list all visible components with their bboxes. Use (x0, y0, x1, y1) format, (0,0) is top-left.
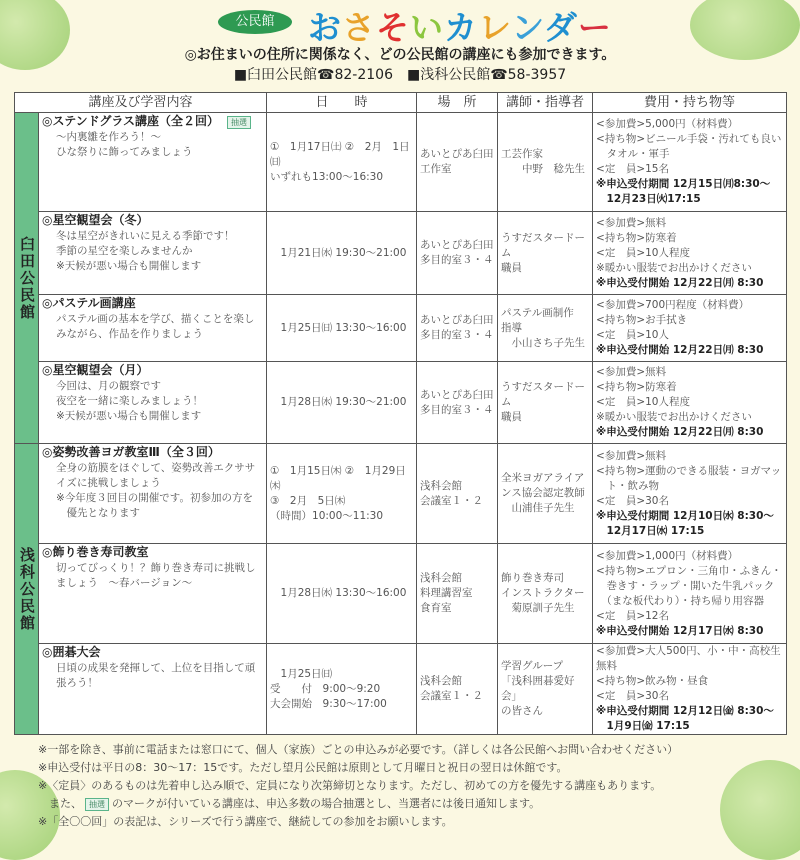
column-header: 費用・持ち物等 (593, 93, 787, 113)
fees-cell (593, 295, 787, 362)
fees-info: <参加費>700円程度（材料費） <持ち物>お手拭き <定 員>10人 (596, 299, 750, 341)
course-description: 日頃の成果を発揮して、上位を目指して頑 張ろう！ (56, 662, 256, 689)
title-char: ダ (543, 8, 578, 47)
datetime-cell: 1月28日㈬ 19:30～21:00 (267, 362, 417, 444)
fees-info: <参加費>1,000円（材料費） <持ち物>エプロン・三角巾・ふきん・ 巻きす・ラップ・開いた牛乳パック （まな板代わり）・持ち帰り用容器 <定 員>12名 (596, 549, 782, 622)
fees-cell (593, 644, 787, 735)
application-period: ※申込受付開始 12月22日㈪ 8:30 (596, 344, 764, 356)
place-cell: あいとぴあ臼田 多目的室３・４ (417, 295, 498, 362)
title-char: ン (511, 8, 544, 47)
application-period: ※申込受付開始 12月17日㈬ 8:30 (596, 624, 764, 637)
place-cell: あいとぴあ臼田 工作室 (417, 113, 498, 212)
section-label: 浅科公民館 (15, 444, 39, 735)
course-cell (39, 444, 267, 544)
title-char: レ (478, 8, 512, 47)
column-header: 講座及び学習内容 (15, 93, 267, 113)
course-description: 切ってびっくり！？飾り巻き寿司に挑戦し ましょう ～春バージョン～ (56, 562, 256, 589)
lottery-icon: 抽選 (227, 116, 251, 129)
course-cell (39, 113, 267, 212)
lecturer-cell: 学習グループ 「浅科囲碁愛好会」 の皆さん (498, 644, 593, 735)
datetime-cell: 1月25日㈰ 受 付 9:00～9:20 大会開始 9:30～17:00 (267, 644, 417, 735)
column-header: 場 所 (417, 93, 498, 113)
note: のマークが付いている講座は、申込多数の場合抽選とし、当選者には後日通知します。 (112, 797, 541, 810)
fees-cell (593, 212, 787, 295)
lecturer-cell: うすだスタードーム 職員 (498, 212, 593, 295)
title-char: ー (577, 8, 612, 47)
place-cell: 浅科会館 料理講習室 食育室 (417, 544, 498, 644)
course-description: 今回は、月の観察です 夜空を一緒に楽しみましょう！ ※天候が悪い場合も開催します (56, 380, 203, 422)
column-header: 講師・指導者 (498, 93, 593, 113)
title-char: そ (376, 8, 410, 47)
course-table (14, 92, 787, 735)
table-row (15, 444, 787, 544)
place-cell: あいとぴあ臼田 多目的室３・４ (417, 362, 498, 444)
fees-info: <参加費>大人500円、小・中・高校生無料 <持ち物>飲み物・昼食 <定 員>30名 (596, 645, 781, 702)
place-cell: 浅科会館 会議室１・２ (417, 444, 498, 544)
table-row (15, 644, 787, 735)
datetime-cell: 1月21日㈬ 19:30～21:00 (267, 212, 417, 295)
note: また、 (38, 797, 82, 810)
kominkan-badge: 公民館 (218, 10, 292, 34)
course-cell (39, 362, 267, 444)
course-description: 冬は星空がきれいに見える季節です！ 季節の星空を楽しみませんか ※天候が悪い場合も開催します (56, 230, 235, 272)
note: ※一部を除き、事前に電話または窓口にて、個人（家族）ごとの申込みが必要です。（詳しくは各公民館へお問い合わせください） (38, 743, 679, 756)
title-char: お (308, 8, 342, 47)
table-row (15, 212, 787, 295)
place-cell: 浅科会館 会議室１・２ (417, 644, 498, 735)
title-char: さ (342, 8, 376, 47)
lecturer-cell: 全米ヨガアライア ンス協会認定教師 山浦佳子先生 (498, 444, 593, 544)
lottery-icon: 抽選 (85, 798, 109, 811)
course-name: ◎星空観望会（冬） (42, 213, 149, 227)
table-row (15, 113, 787, 212)
application-period: ※申込受付開始 12月22日㈪ 8:30 (596, 276, 764, 289)
fees-info: <参加費>無料 <持ち物>防寒着 <定 員>10人程度 ※暖かい服装でお出かけください (596, 216, 752, 274)
course-name: ◎飾り巻き寿司教室 (42, 545, 149, 559)
fees-info: <参加費>無料 <持ち物>防寒着 <定 員>10人程度 ※暖かい服装でお出かけください (596, 366, 752, 423)
course-name: ◎パステル画講座 (42, 296, 136, 310)
lecturer-cell: パステル画制作 指導 小山さち子先生 (498, 295, 593, 362)
title-char: い (410, 8, 444, 47)
course-description: 全身の筋膜をほぐして、姿勢改善エクササ イズに挑戦しましょう ※今年度３回目の開催です。初参加の方を 優先となります (56, 462, 256, 519)
datetime-cell: ① 1月15日㈭ ② 1月29日㈭ ③ 2月 5日㈭ （時間）10:00～11:30 (267, 444, 417, 544)
course-name: ◎星空観望会（月） (42, 363, 149, 377)
application-period: ※申込受付期間 12月12日㈮ 8:30～ 1月9日㈮ 17:15 (596, 705, 774, 732)
fees-info: <参加費>5,000円（材料費） <持ち物>ビニール手袋・汚れても良い タオル・軍手 <定 員>15名 (596, 118, 782, 175)
page-title (308, 2, 612, 49)
course-cell (39, 212, 267, 295)
note: ※申込受付は平日の8：30～17：15です。ただし望月公民館は原則として月曜日と祝日の翌日は休館です。 (38, 761, 568, 774)
course-description: ～内裏雛を作ろう！～ ひな祭りに飾ってみましょう (56, 131, 193, 158)
lecturer-cell: 工芸作家 中野 稔先生 (498, 113, 593, 212)
course-cell (39, 644, 267, 735)
fees-cell (593, 444, 787, 544)
course-description: パステル画の基本を学び、描くことを楽し みながら、作品を作りましょう (56, 313, 255, 340)
table-row (15, 295, 787, 362)
table-row (15, 362, 787, 444)
course-name: ◎姿勢改善ヨガ教室Ⅲ（全３回） (42, 445, 220, 459)
fees-info: <参加費>無料 <持ち物>運動のできる服装・ヨガマッ ト・飲み物 <定 員>30名 (596, 449, 782, 507)
column-header: 日 時 (267, 93, 417, 113)
application-period: ※申込受付開始 12月22日㈪ 8:30 (596, 426, 764, 438)
datetime-cell: ① 1月17日㈯ ② 2月 1日㈰ いずれも13:00～16:30 (267, 113, 417, 212)
place-cell: あいとぴあ臼田 多目的室３・４ (417, 212, 498, 295)
lecturer-cell: 飾り巻き寿司 インストラクター 菊原訓子先生 (498, 544, 593, 644)
table-row (15, 544, 787, 644)
lecturer-cell: うすだスタードーム 職員 (498, 362, 593, 444)
application-period: ※申込受付期間 12月15日㈪8:30～ 12月23日㈫17:15 (596, 178, 771, 205)
datetime-cell: 1月28日㈬ 13:30～16:00 (267, 544, 417, 644)
subtitle: ◎お住まいの住所に関係なく、どの公民館の講座にも参加できます。 (184, 47, 616, 63)
notes (38, 741, 787, 831)
fees-cell (593, 544, 787, 644)
title-char: カ (444, 8, 478, 47)
note: ※〈定員〉のあるものは先着申し込み順で、定員になり次第締切となります。ただし、初めての方を優先する講座もあります。 (38, 779, 662, 792)
main-content (14, 92, 787, 831)
contact-phones: ■臼田公民館☎82-2106 ■浅科公民館☎58-3957 (233, 67, 567, 83)
course-cell (39, 295, 267, 362)
course-cell (39, 544, 267, 644)
course-name: ◎ステンドグラス講座（全２回） (42, 114, 220, 128)
course-name: ◎囲碁大会 (42, 645, 101, 659)
note: ※「全〇〇回」の表記は、シリーズで行う講座で、継続しての参加をお願いします。 (38, 815, 453, 828)
fees-cell (593, 362, 787, 444)
datetime-cell: 1月25日㈰ 13:30～16:00 (267, 295, 417, 362)
section-label: 臼田公民館 (15, 113, 39, 444)
application-period: ※申込受付期間 12月10日㈬ 8:30～ 12月17日㈬ 17:15 (596, 509, 774, 537)
fees-cell (593, 113, 787, 212)
